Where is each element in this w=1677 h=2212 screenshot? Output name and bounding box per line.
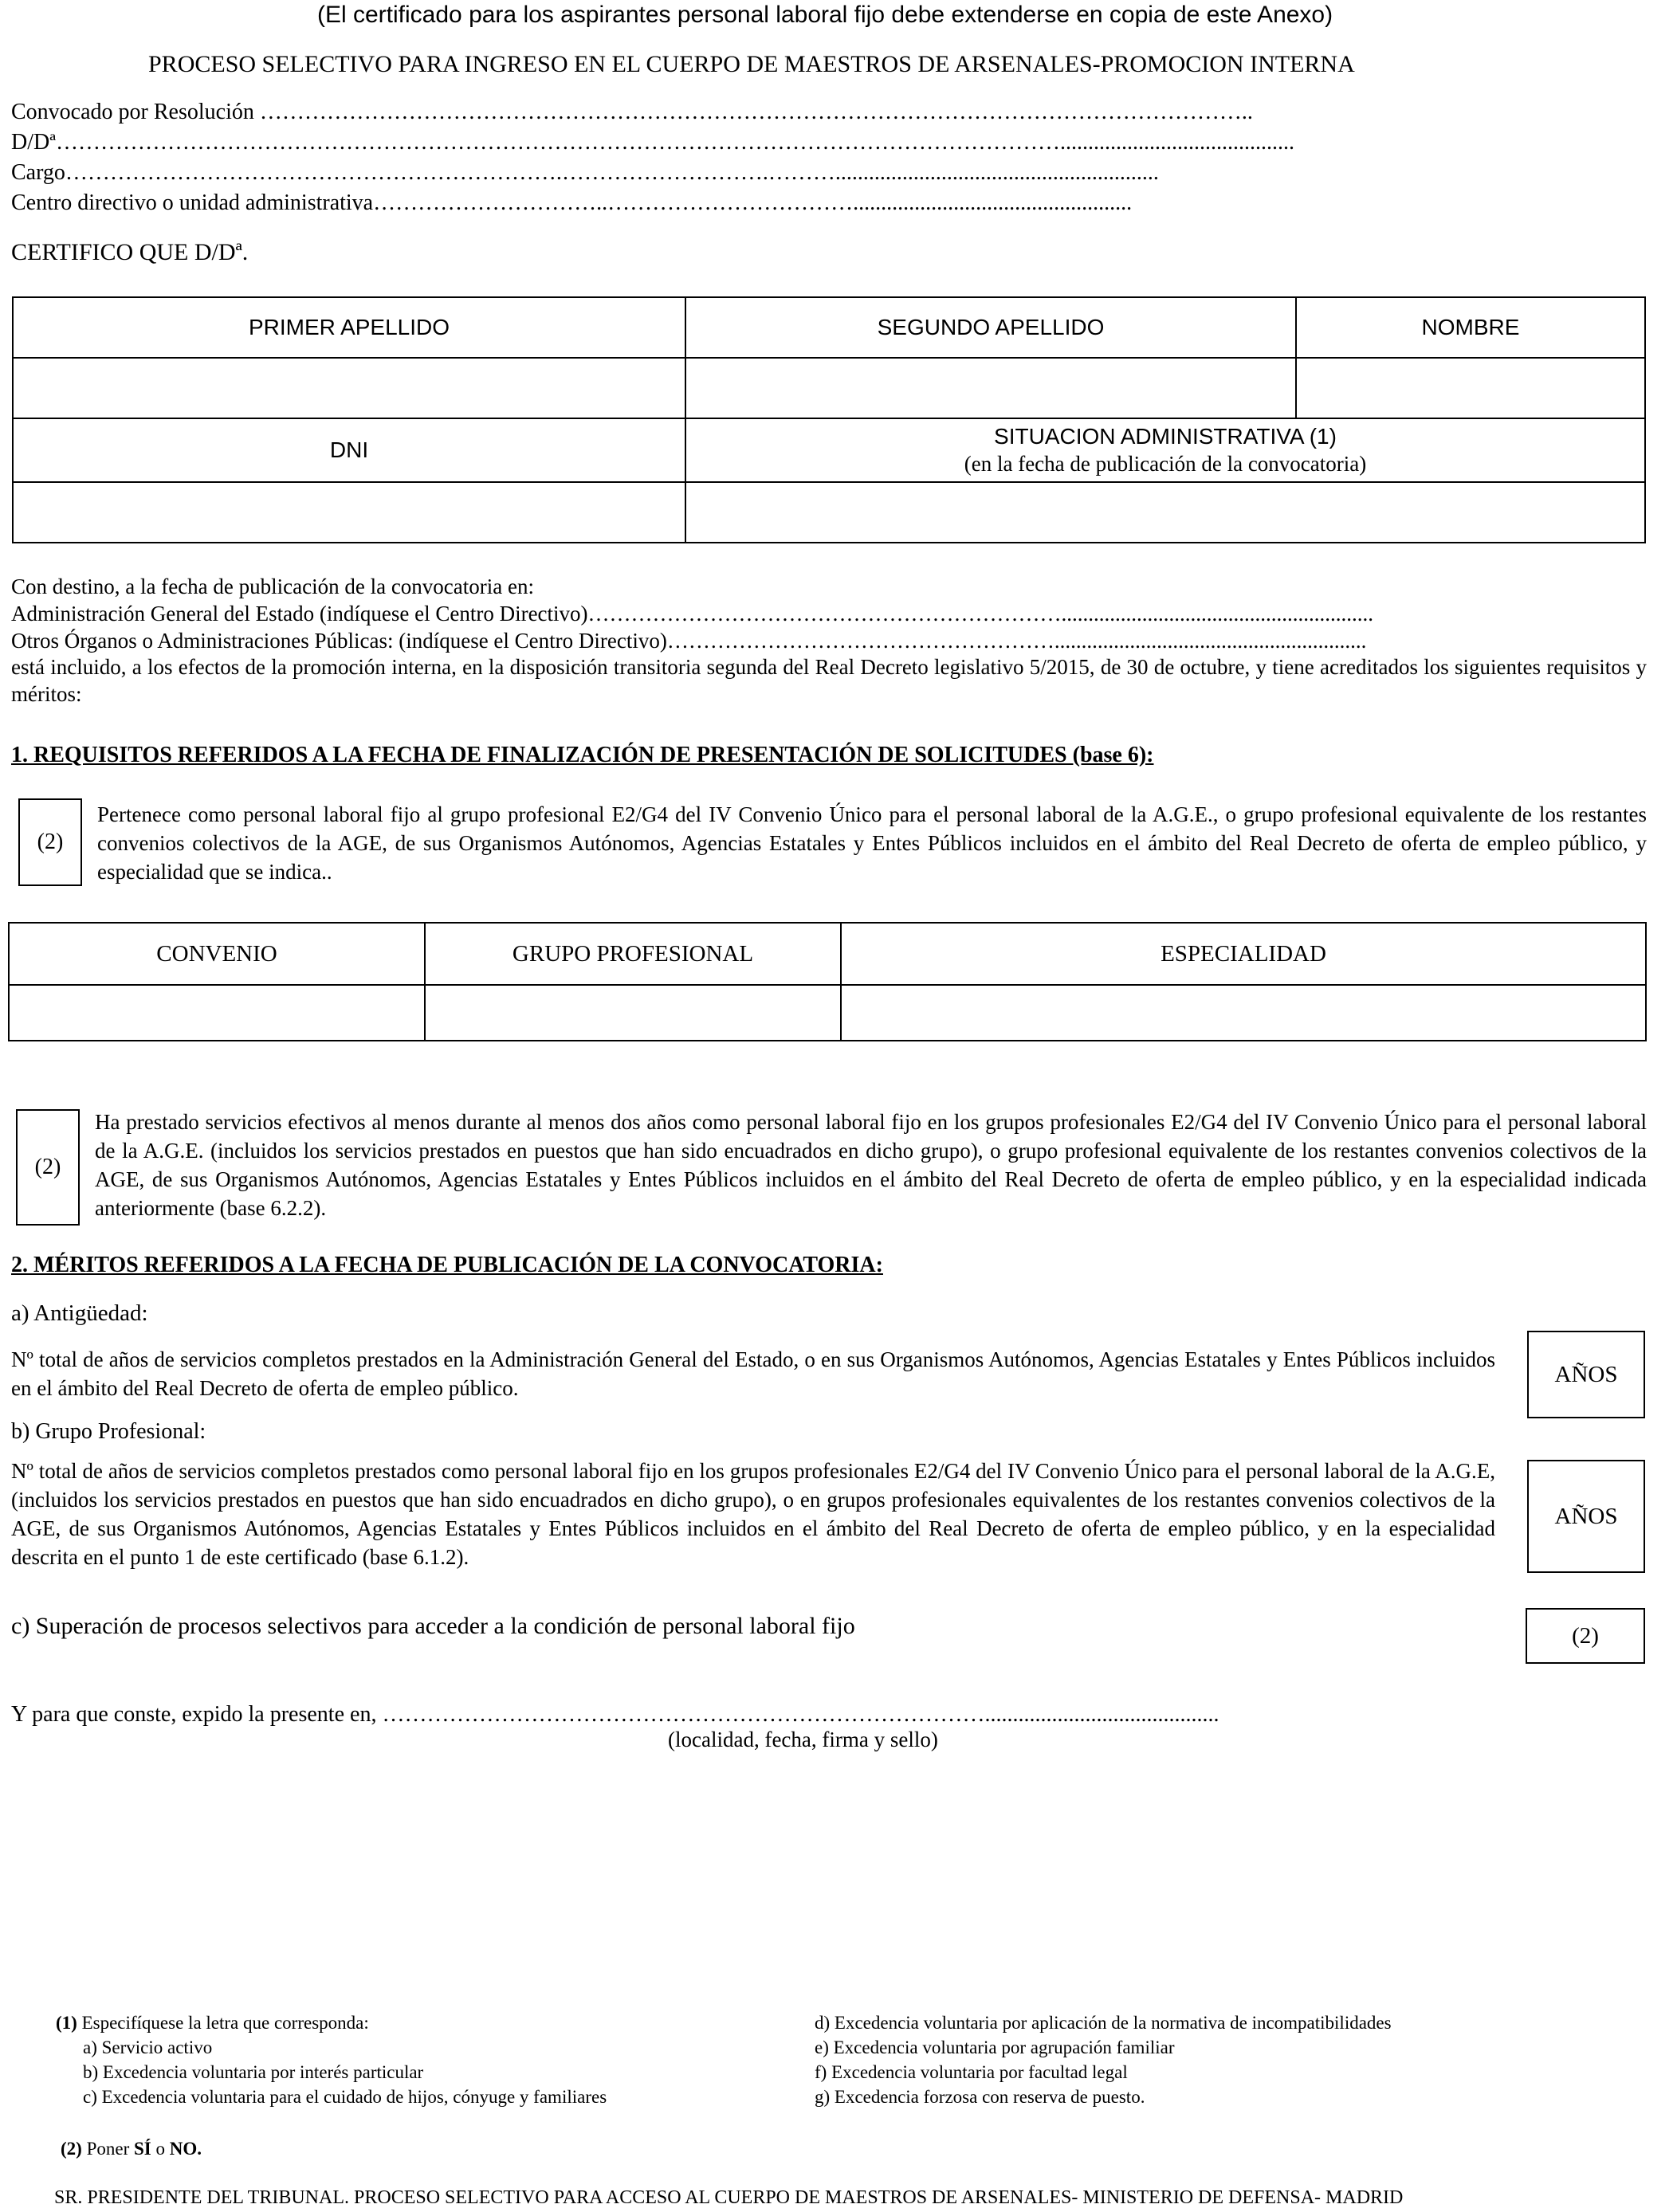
footnote-item-e: e) Excedencia voluntaria por agrupación familiar <box>815 2037 1175 2057</box>
requisito1-text: Pertenece como personal laboral fijo al grupo profesional E2/G4 del IV Convenio Único para el personal laboral de la A.G.E., o grupo profesional equivalente de los restantes convenios colectivos de la AGE, de sus Organismos Autónomos, Agencias Estatales y Entes Públicos incluidos en el ámbito del Real Decreto de oferta de empleo público, y especialidad que se indica.. <box>97 802 1647 884</box>
primer-apellido-cell <box>13 358 685 418</box>
identity-table <box>12 296 1646 543</box>
section2-heading: 2. MÉRITOS REFERIDOS A LA FECHA DE PUBLICACIÓN DE LA CONVOCATORIA: <box>11 1253 883 1277</box>
antiguedad-anos-box: AÑOS <box>1527 1331 1645 1418</box>
destino-age: Administración General del Estado (indíquese el Centro Directivo)………………………………………………………….......................................................... <box>11 602 1374 626</box>
convocado-field: Convocado por Resolución …………………………………………………………………………………………………………………….. <box>11 100 1253 124</box>
especialidad-cell <box>841 985 1646 1041</box>
grupo-profesional-cell <box>425 985 841 1041</box>
destino-intro: Con destino, a la fecha de publicación de la convocatoria en: <box>11 575 534 598</box>
especialidad-header: ESPECIALIDAD <box>841 923 1646 985</box>
centro-field: Centro directivo o unidad administrativa…………………………..…………………………….................................................. <box>11 190 1133 215</box>
footnote-item-g: g) Excedencia forzosa con reserva de puesto. <box>815 2087 1145 2107</box>
antiguedad-label: a) Antigüedad: <box>11 1300 148 1326</box>
situacion-label: SITUACION ADMINISTRATIVA (1) <box>994 424 1337 449</box>
requisito2-text: Ha prestado servicios efectivos al menos durante al menos dos años como personal laboral fijo en los grupos profesionales E2/G4 del IV Convenio Único para el personal laboral de la A.G.E. (incluidos los servicios prestados en puestos que han sido encuadrados en dicho grupo), o grupo profesional equivalente de los restantes convenios colectivos de la AGE, de sus Organismos Autónomos, Agencias Estatales y Entes Públicos incluidos en el ámbito del Real Decreto de oferta de empleo público, y en la especialidad indicada anteriormente (base 6.2.2). <box>95 1110 1647 1220</box>
convenio-table <box>8 922 1647 1041</box>
footnote-item-f: f) Excedencia voluntaria por facultad legal <box>815 2062 1128 2082</box>
footnote-2-no: NO. <box>169 2139 202 2159</box>
requisito2-mark: (2) <box>16 1109 80 1226</box>
nombre-header: NOMBRE <box>1296 297 1645 358</box>
dni-header: DNI <box>13 418 685 482</box>
footnote-2-text: Poner <box>81 2139 134 2159</box>
document-title: PROCESO SELECTIVO PARA INGRESO EN EL CUERPO DE MAESTROS DE ARSENALES-PROMOCION INTERNA <box>148 51 1355 77</box>
situacion-header <box>685 418 1645 482</box>
antiguedad-text: Nº total de años de servicios completos prestados en la Administración General del Estado, o en sus Organismos Autónomos, Agencias Estatales y Entes Públicos incluidos en el ámbito del Real Decreto de oferta de empleo público. <box>11 1347 1495 1400</box>
section1-heading: 1. REQUISITOS REFERIDOS A LA FECHA DE FINALIZACIÓN DE PRESENTACIÓN DE SOLICITUDES (base 6): <box>11 743 1154 767</box>
segundo-apellido-header: SEGUNDO APELLIDO <box>685 297 1296 358</box>
convenio-cell <box>9 985 425 1041</box>
expido-line: Y para que conste, expido la presente en, ……………………………………………………………………….......................................... <box>11 1702 1219 1727</box>
footnote-1-title <box>56 2013 369 2034</box>
footnote-item-a: a) Servicio activo <box>83 2037 213 2057</box>
footnote-2-si: SÍ <box>134 2139 151 2159</box>
footnote-2 <box>61 2139 202 2159</box>
header-note: (El certificado para los aspirantes personal laboral fijo debe extenderse en copia de este Anexo) <box>317 2 1333 28</box>
dd-field: D/Dª……………………………………………………………………………………………………………………….......................................... <box>11 130 1294 155</box>
nombre-cell <box>1296 358 1645 418</box>
grupo-profesional-header: GRUPO PROFESIONAL <box>425 923 841 985</box>
footnote-2-o: o <box>151 2139 170 2159</box>
destino-otros: Otros Órganos o Administraciones Públicas: (indíquese el Centro Directivo)……………………………………………….......................................................... <box>11 629 1367 653</box>
grupo-profesional-label: b) Grupo Profesional: <box>11 1419 206 1444</box>
grupo-profesional-text: Nº total de años de servicios completos prestados como personal laboral fijo en los grupos profesionales E2/G4 del IV Convenio Único para el personal laboral de la A.G.E, (incluidos los servicios prestados en puestos que han sido encuadrados en dicho grupo), o en grupos profesionales equivalentes de los restantes convenios colectivos de la AGE, de sus Organismos Autónomos, Agencias Estatales y Entes Públicos incluidos en el ámbito del Real Decreto de oferta de empleo público, y en la especialidad descrita en el punto 1 de este certificado (base 6.1.2). <box>11 1459 1495 1569</box>
grupo-profesional-anos-box: AÑOS <box>1527 1460 1645 1573</box>
requisito1-mark: (2) <box>18 798 82 886</box>
certifico-label: CERTIFICO QUE D/Dª. <box>11 239 249 265</box>
footnote-1-text: Especifíquese la letra que corresponda: <box>77 2013 369 2033</box>
footnote-item-d: d) Excedencia voluntaria por aplicación de la normativa de incompatibilidades <box>815 2013 1392 2033</box>
page-footer: SR. PRESIDENTE DEL TRIBUNAL. PROCESO SELECTIVO PARA ACCESO AL CUERPO DE MAESTROS DE ARSENALES- MINISTERIO DE DEFENSA- MADRID <box>54 2187 1404 2208</box>
cargo-field: Cargo………………………………………………………….……………………….……….......................................................... <box>11 160 1159 185</box>
footnote-item-c: c) Excedencia voluntaria para el cuidado de hijos, cónyuge y familiares <box>83 2087 607 2107</box>
superacion-box: (2) <box>1526 1608 1645 1664</box>
superacion-text: c) Superación de procesos selectivos para acceder a la condición de personal laboral fijo <box>11 1613 855 1639</box>
situacion-sublabel: (en la fecha de publicación de la convocatoria) <box>964 452 1367 476</box>
destino-paragraph: está incluido, a los efectos de la promoción interna, en la disposición transitoria segunda del Real Decreto legislativo 5/2015, de 30 de octubre, y tiene acreditados los siguientes requisitos y méritos: <box>11 655 1647 706</box>
footnote-1-number: (1) <box>56 2013 77 2033</box>
primer-apellido-header: PRIMER APELLIDO <box>13 297 685 358</box>
segundo-apellido-cell <box>685 358 1296 418</box>
situacion-cell <box>685 482 1645 543</box>
footnote-item-b: b) Excedencia voluntaria por interés particular <box>83 2062 424 2082</box>
footnote-2-number: (2) <box>61 2139 82 2159</box>
expido-sublabel: (localidad, fecha, firma y sello) <box>668 1728 938 1751</box>
convenio-header: CONVENIO <box>9 923 425 985</box>
dni-cell <box>13 482 685 543</box>
